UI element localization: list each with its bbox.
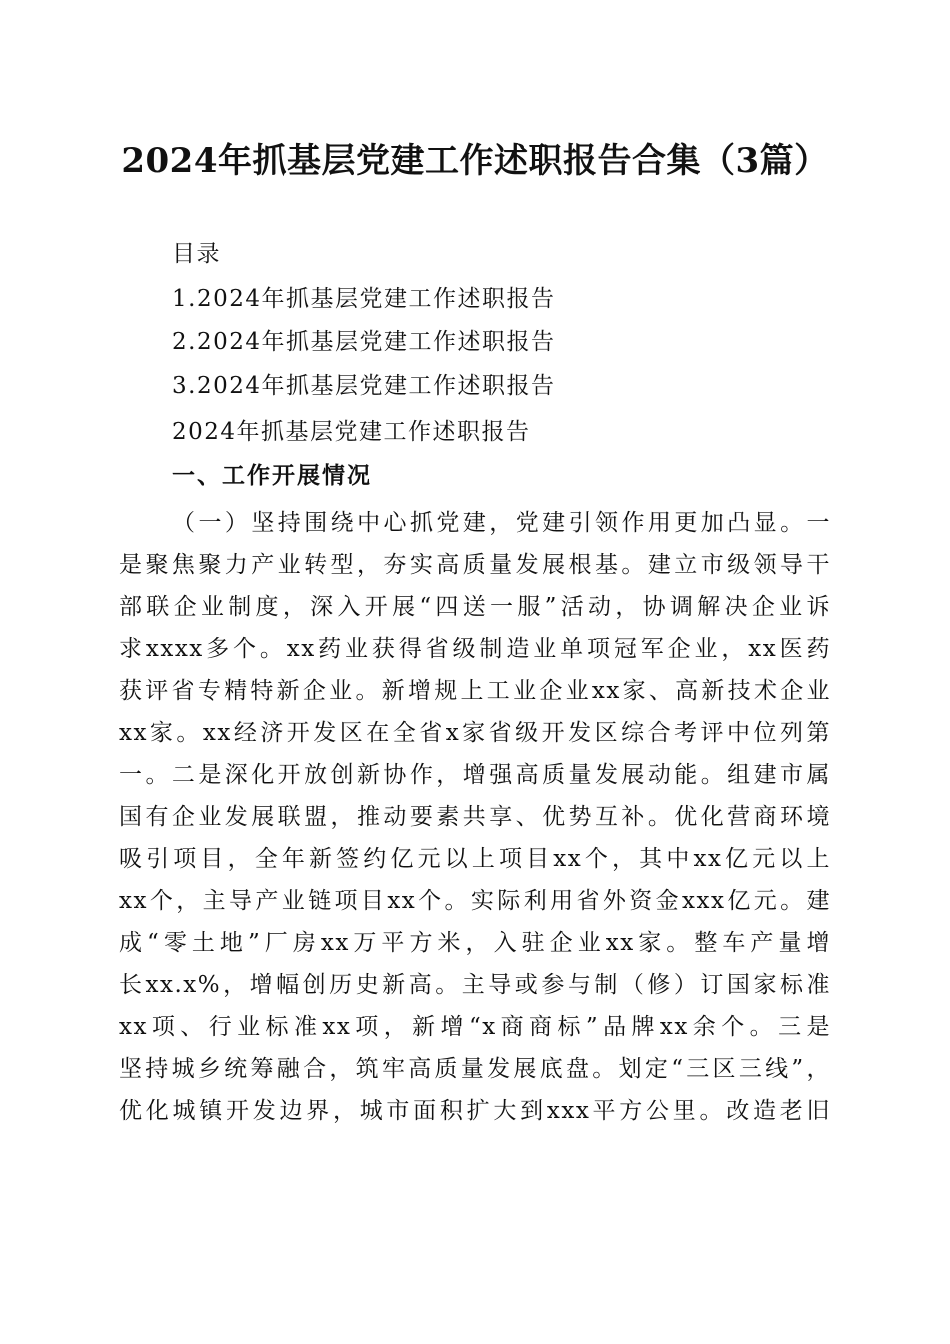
section-heading: 一、工作开展情况 [172, 463, 372, 489]
paragraph-line: 国有企业发展联盟，推动要素共享、优势互补。优化营商环境 [119, 804, 831, 830]
article-title: 2024年抓基层党建工作述职报告 [172, 419, 531, 445]
toc-item-1: 1.2024年抓基层党建工作述职报告 [172, 286, 556, 312]
paragraph-line: 部联企业制度，深入开展“四送一服”活动，协调解决企业诉 [119, 594, 831, 620]
paragraph-line: 获评省专精特新企业。新增规上工业企业xx家、高新技术企业 [119, 678, 831, 704]
paragraph-line: 坚持城乡统筹融合，筑牢高质量发展底盘。划定“三区三线”， [119, 1056, 831, 1082]
paragraph-line: xx项、行业标准xx项，新增“x商商标”品牌xx余个。三是 [119, 1014, 831, 1040]
paragraph-line: （一）坚持围绕中心抓党建，党建引领作用更加凸显。一 [172, 510, 831, 536]
paragraph-line: xx个，主导产业链项目xx个。实际利用省外资金xxx亿元。建 [119, 888, 831, 914]
document-title: 2024年抓基层党建工作述职报告合集（3篇） [121, 141, 829, 181]
paragraph-line: 长xx.x%，增幅创历史新高。主导或参与制（修）订国家标准 [119, 972, 831, 998]
toc-item-2: 2.2024年抓基层党建工作述职报告 [172, 329, 556, 355]
paragraph-line: 成“零土地”厂房xx万平方米，入驻企业xx家。整车产量增 [119, 930, 831, 956]
toc-item-3: 3.2024年抓基层党建工作述职报告 [172, 373, 556, 399]
paragraph-line: 优化城镇开发边界，城市面积扩大到xxx平方公里。改造老旧 [119, 1098, 831, 1124]
paragraph-line: 吸引项目，全年新签约亿元以上项目xx个，其中xx亿元以上 [119, 846, 831, 872]
paragraph-line: xx家。xx经济开发区在全省x家省级开发区综合考评中位列第 [119, 720, 831, 746]
paragraph-line: 求xxxx多个。xx药业获得省级制造业单项冠军企业，xx医药 [119, 636, 831, 662]
toc-heading: 目录 [172, 241, 221, 267]
paragraph-line: 一。二是深化开放创新协作，增强高质量发展动能。组建市属 [119, 762, 831, 788]
paragraph-line: 是聚焦聚力产业转型，夯实高质量发展根基。建立市级领导干 [119, 552, 831, 578]
